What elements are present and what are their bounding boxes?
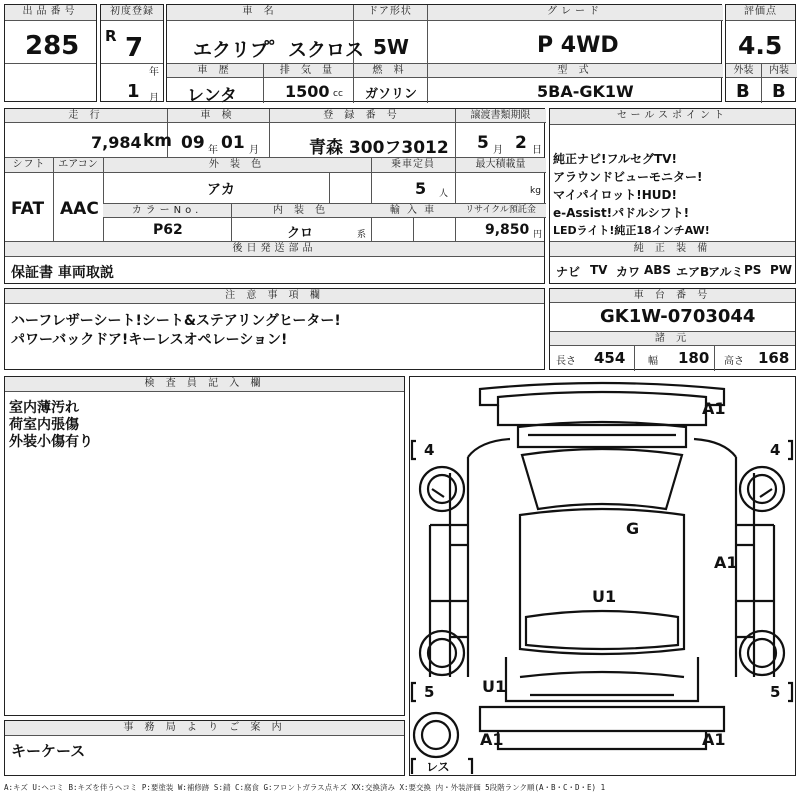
- inspection-month-unit: 月: [249, 145, 259, 156]
- fuel-value: ガソリン: [365, 87, 418, 102]
- ext-color-value: アカ: [207, 182, 235, 198]
- sales-line: マイパイロット!HUD!: [553, 188, 677, 202]
- reg-no-label: 登 録 番 号: [269, 109, 455, 123]
- int-color-value: クロ: [287, 226, 314, 241]
- damage-mark: G: [626, 519, 640, 538]
- sales-line: アラウンドビューモニター!: [553, 170, 703, 184]
- transfer-month-unit: 月: [493, 145, 503, 156]
- capacity-value: 5: [415, 179, 427, 198]
- era: R: [105, 27, 117, 45]
- width-value: 180: [678, 349, 710, 367]
- grade-label: グレード: [427, 5, 723, 21]
- grade-value: P 4WD: [537, 33, 619, 58]
- sales-box: [549, 108, 796, 284]
- detail-box: [4, 108, 545, 284]
- height-value: 168: [758, 349, 790, 367]
- displacement-unit: cc: [333, 89, 343, 99]
- dims-label: 諸 元: [550, 332, 795, 346]
- transfer-month: 5: [477, 133, 489, 153]
- inspection-month: 01: [221, 133, 245, 153]
- transfer-day: 2: [515, 133, 527, 153]
- equipment-item: ナビ: [556, 265, 581, 279]
- tire-tread-value: 4: [424, 441, 435, 459]
- shift-label: シフト: [5, 158, 53, 173]
- later-parts-value: 保証書 車両取説: [11, 265, 114, 281]
- equipment-item: ABS: [644, 263, 672, 277]
- sales-label: セールスポイント: [550, 109, 795, 125]
- history-value: レンタ: [187, 86, 237, 106]
- damage-mark: A1: [714, 553, 738, 572]
- chassis-box: [549, 288, 796, 370]
- mileage-unit: km: [143, 131, 173, 151]
- car-name: エクリプ゜スクロス: [193, 39, 365, 61]
- model-label: 型 式: [427, 64, 723, 78]
- lot-label: 出品番号: [5, 5, 96, 21]
- color-no-value: P62: [153, 222, 183, 238]
- inspection-label: 車 検: [167, 109, 269, 123]
- equipment-item: TV: [590, 263, 608, 277]
- inspector-line: 外装小傷有り: [9, 434, 93, 450]
- legend: A:キズ U:ヘコミ B:キズを伴うヘコミ P:要塗装 W:補修跡 S:錆 C:腐食 G:フロントガラス点キズ XX:交換済み X:要交換 内・外装評価 5段階ランク順(A・B・C・D・E) 1: [4, 783, 606, 792]
- chassis-label: 車 台 番 号: [550, 289, 795, 303]
- office-label: 事 務 局 よ り ご 案 内: [5, 721, 404, 736]
- chassis-value: GK1W-0703044: [600, 306, 756, 327]
- max-load-label: 最大積載量: [455, 158, 546, 173]
- recycle-unit: 円: [533, 230, 543, 240]
- aircon-label: エアコン: [53, 158, 103, 173]
- score-value: 4.5: [738, 31, 783, 60]
- later-parts-label: 後日発送部品: [5, 242, 544, 257]
- import-label: 輸 入 車: [371, 204, 455, 218]
- sales-line: 純正ナビ!フルセグTV!: [553, 152, 677, 166]
- notes-line: ハーフレザーシート!シート&ステアリングヒーター!: [11, 313, 341, 329]
- sales-line: e-Assist!パドルシフト!: [553, 206, 690, 220]
- damage-mark: A1: [480, 730, 504, 749]
- inspector-line: 荷室内張傷: [9, 417, 79, 433]
- reg-month: 1: [127, 81, 140, 102]
- max-load-unit: kg: [530, 186, 541, 196]
- reg-year: 7: [125, 33, 144, 63]
- first-reg-label: 初度登録: [101, 5, 163, 21]
- car-name-label: 車 名: [167, 5, 353, 21]
- tire-tread-value: 5: [424, 683, 435, 701]
- inspector-box: [4, 376, 405, 716]
- ext-score: B: [736, 81, 750, 102]
- first-reg-box: [100, 4, 164, 102]
- equipment-item: エアB: [676, 265, 710, 279]
- int-score-label: 内装: [761, 64, 797, 78]
- door-type: 5W: [373, 35, 409, 59]
- recycle-label: リサイクル預託金: [455, 204, 546, 218]
- color-no-label: カラーNo.: [103, 204, 231, 218]
- inspector-line: 室内薄汚れ: [9, 400, 79, 416]
- car-outline: [410, 377, 794, 774]
- damage-mark: U1: [592, 587, 617, 606]
- history-label: 車 歴: [167, 64, 263, 78]
- sales-line: LEDライト!純正18インチAW!: [553, 224, 710, 237]
- displacement-label: 排 気 量: [263, 64, 353, 78]
- shift-value: FAT: [11, 199, 45, 219]
- recycle-value: 9,850: [485, 222, 530, 238]
- length-value: 454: [594, 349, 626, 367]
- score-box: [725, 4, 796, 102]
- notes-label: 注 意 事 項 欄: [5, 289, 544, 304]
- spare-tire-value: レス: [426, 760, 450, 774]
- reg-no-value: 青森 300フ3012: [309, 138, 449, 158]
- damage-mark: A1: [702, 399, 726, 418]
- equipment-label: 純 正 装 備: [550, 242, 795, 257]
- mileage-value: 7,984: [91, 133, 142, 152]
- damage-mark: A1: [702, 730, 726, 749]
- door-label: ドア形状: [353, 5, 427, 21]
- capacity-unit: 人: [439, 189, 449, 199]
- notes-box: [4, 288, 545, 370]
- aircon-value: AAC: [60, 199, 99, 219]
- equipment-item: アルミ: [708, 265, 744, 279]
- displacement-value: 1500: [285, 82, 330, 101]
- month-unit: 月: [149, 93, 159, 104]
- width-label: 幅: [648, 356, 658, 367]
- lot-number: 285: [25, 31, 80, 61]
- office-value: キーケース: [11, 742, 86, 760]
- car-diagram: [409, 376, 796, 776]
- transfer-day-unit: 日: [532, 145, 542, 156]
- office-box: [4, 720, 405, 776]
- length-label: 長さ: [556, 356, 576, 367]
- tire-tread-value: 4: [770, 441, 781, 459]
- int-score: B: [772, 81, 786, 102]
- height-label: 高さ: [724, 356, 744, 367]
- damage-mark: U1: [482, 677, 507, 696]
- int-color-label: 内 装 色: [231, 204, 371, 218]
- lot-box: [4, 4, 97, 102]
- int-color-unit: 系: [357, 230, 367, 240]
- score-label: 評価点: [726, 5, 795, 21]
- fuel-label: 燃 料: [353, 64, 427, 78]
- notes-line: パワーバックドア!キーレスオペレーション!: [11, 332, 288, 348]
- ext-color-label: 外 装 色: [103, 158, 371, 173]
- inspection-year-unit: 年: [208, 145, 218, 156]
- tire-tread-value: 5: [770, 683, 781, 701]
- model-value: 5BA-GK1W: [537, 82, 634, 101]
- ext-score-label: 外装: [726, 64, 761, 78]
- inspection-year: 09: [181, 133, 205, 153]
- equipment-item: PW: [770, 263, 793, 277]
- equipment-item: PS: [744, 263, 762, 277]
- car-info-box: [166, 4, 722, 106]
- transfer-label: 譲渡書類期限: [455, 109, 546, 123]
- mileage-label: 走 行: [5, 109, 167, 123]
- capacity-label: 乗車定員: [371, 158, 455, 173]
- inspector-label: 検 査 員 記 入 欄: [5, 377, 404, 392]
- equipment-item: カワ: [616, 265, 641, 279]
- year-unit: 年: [149, 67, 159, 78]
